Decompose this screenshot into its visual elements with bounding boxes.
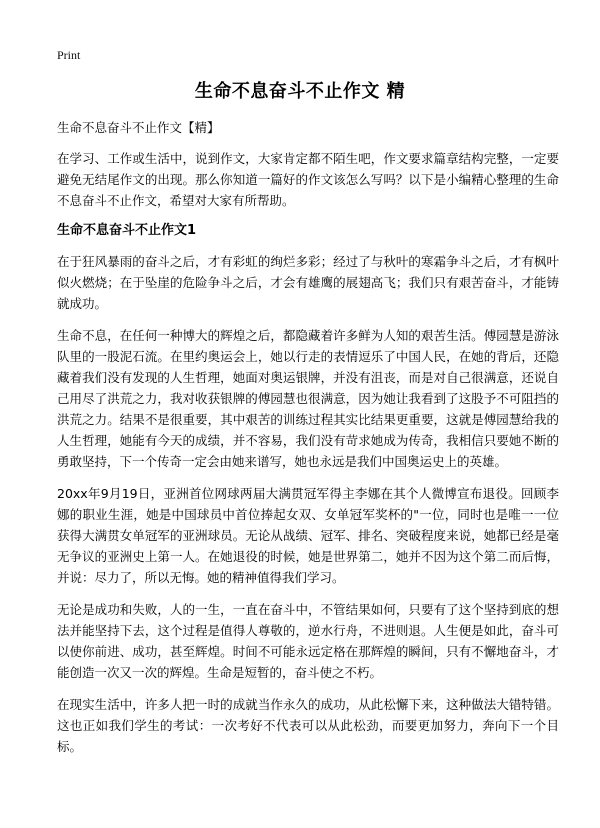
body-paragraph: 无论是成功和失败，人的一生，一直在奋斗中，不管结果如何，只要有了这个坚持到底的想法并能坚持下去，这个过程是值得人尊敬的，逆水行舟，不进则退。人生便是如此，奋斗可以使你前进、成功，甚至辉煌。时间不可能永远定格在那辉煌的瞬间，只有不懈地奋斗，才能创造一次又一次的辉煌。生命是短暂的，奋斗使之不朽。 bbox=[57, 602, 559, 680]
body-paragraph: 在现实生活中，许多人把一时的成就当作永久的成功，从此松懈下来，这种做法大错特错。这也正如我们学生的考试：一次考好不代表可以从此松劲，而要更加努力，奔向下一个目标。 bbox=[57, 697, 559, 754]
body-paragraph: 20xx年9月19日，亚洲首位网球两届大满贯冠军得主李娜在其个人微博宣布退役。回顾李娜的职业生涯，她是中国球员中首位捧起女双、女单冠军奖杯的"一位，同时也是唯一一位获得大满贯女单冠军的亚洲球员。无论从战绩、冠军、排名、突破程度来说，她都已经是毫无争议的亚洲史上第一人。在她退役的时候，她是世界第二，她并不因为这个第二而后悔，并说：尽力了，所以无悔。她的精神值得我们学习。 bbox=[57, 486, 559, 585]
article-body bbox=[57, 148, 559, 768]
article-subtitle: 生命不息奋斗不止作文【精】 bbox=[57, 120, 220, 135]
body-paragraph: 生命不息，在任何一种博大的辉煌之后，都隐藏着许多鲜为人知的艰苦生活。傅园慧是游泳队里的一股泥石流。在里约奥运会上，她以行走的表情逗乐了中国人民，在她的背后，还隐藏着我们没有发现的人生哲理，她面对奥运银牌，并没有沮丧，而是对自己很满意，还说自己用尽了洪荒之力，我对收获银牌的傅园慧也很满意，因为她让我看到了这股予不可阻挡的洪荒之力。结果不是很重要，其中艰苦的训练过程其实比结果更重要，这就是傅园慧给我的人生哲理，她能有今天的成绩，并不容易，我们没有苛求她成为传奇，我相信只要她不断的勇敢坚持，下一个传奇一定会由她来谱写，她也永远是我们中国奥运史上的英雄。 bbox=[57, 328, 559, 469]
page-title: 生命不息奋斗不止作文 精 bbox=[194, 81, 406, 102]
intro-paragraph: 在学习、工作或生活中，说到作文，大家肯定都不陌生吧，作文要求篇章结构完整，一定要避免无结尾作文的出现。那么你知道一篇好的作文该怎么写吗？以下是小编精心整理的生命不息奋斗不止作文，希望对大家有所帮助。 bbox=[57, 151, 559, 208]
body-paragraph: 在于狂风暴雨的奋斗之后，才有彩虹的绚烂多彩；经过了与秋叶的寒霜争斗之后，才有枫叶似火燃烧；在于坠崖的危险争斗之后，才会有雄鹰的展翅高飞；我们只有艰苦奋斗，才能铸就成功。 bbox=[57, 254, 559, 311]
print-link[interactable]: Print bbox=[57, 48, 81, 62]
section-heading: 生命不息奋斗不止作文1 bbox=[57, 223, 197, 238]
